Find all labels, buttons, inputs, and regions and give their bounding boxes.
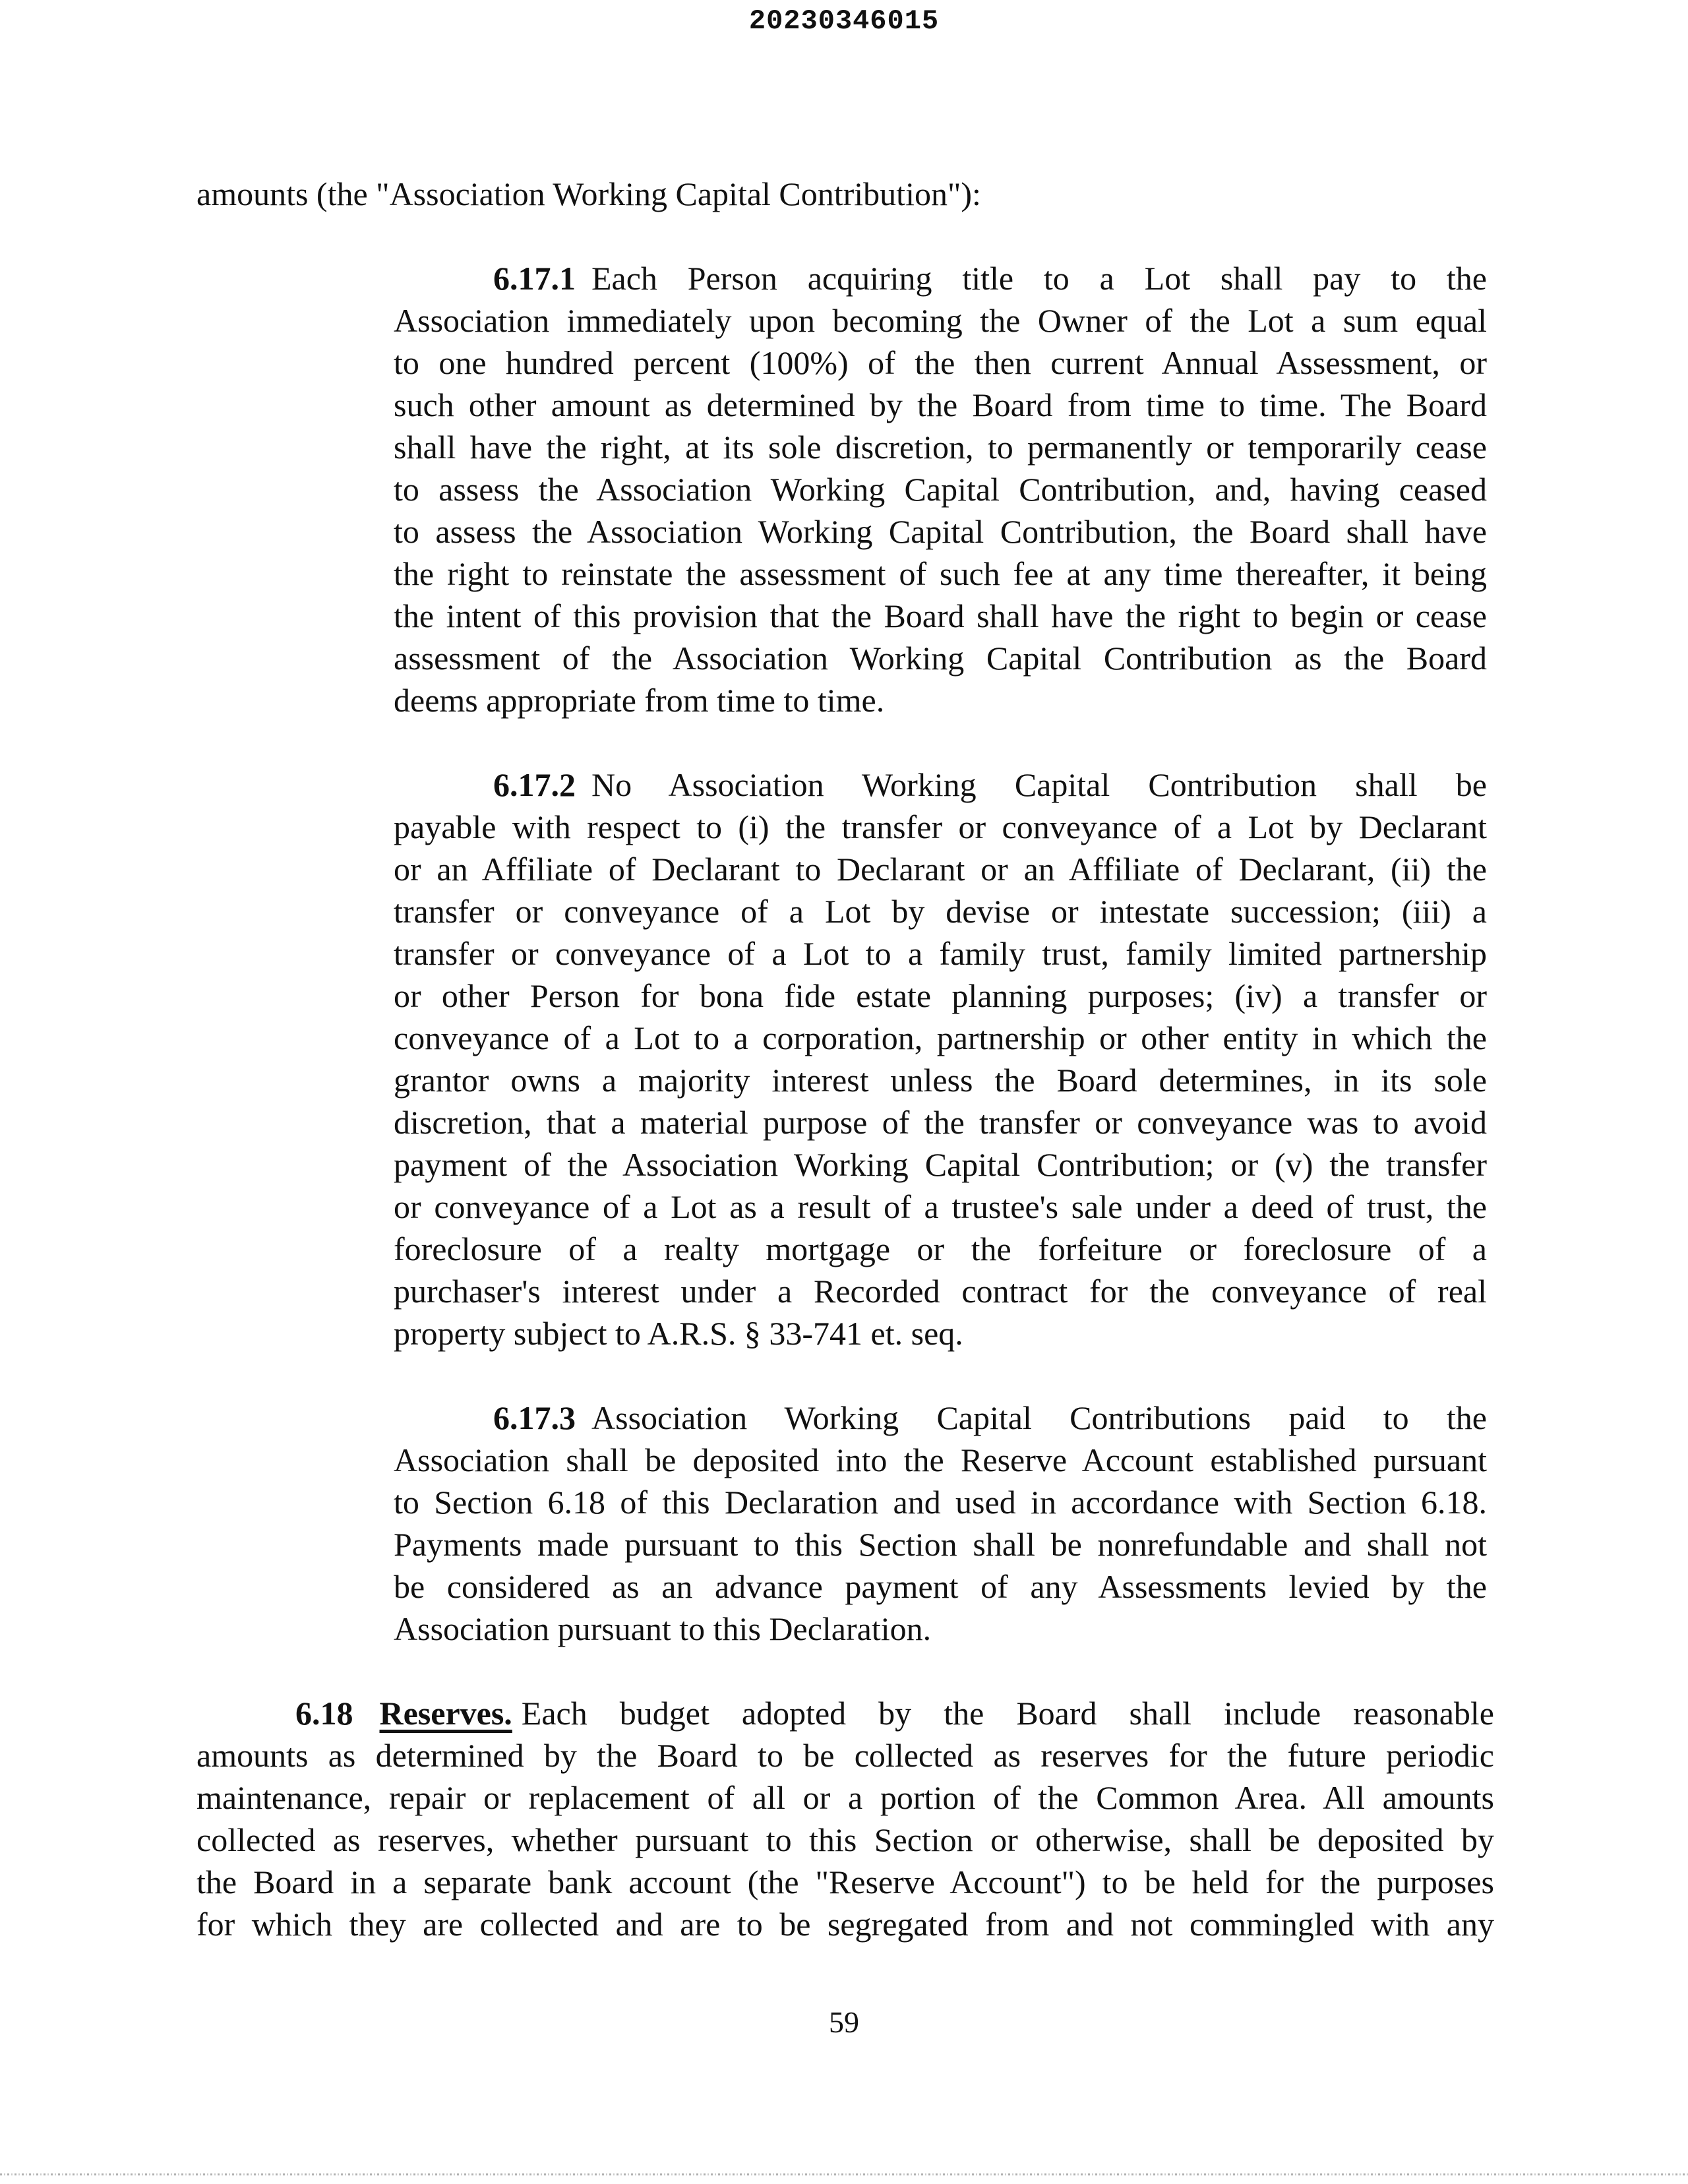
- section-6-17-3-line: Association shall be deposited into the Reserve Account established pursuant: [394, 1441, 1487, 1478]
- section-6-17-2-line: conveyance of a Lot to a corporation, partnership or other entity in which the: [394, 1019, 1487, 1056]
- page-number: 59: [829, 2005, 859, 2039]
- section-6-17-3-line: to Section 6.18 of this Declaration and used in accordance with Section 6.18.: [394, 1484, 1487, 1521]
- section-6-17-2-line: or an Affiliate of Declarant to Declarant or an Affiliate of Declarant, (ii) the: [394, 851, 1487, 888]
- section-text: No Association Working Capital Contribution shall be: [591, 766, 1487, 803]
- section-number: 6.17.1: [493, 260, 576, 297]
- section-number: 6.17.2: [493, 766, 576, 803]
- section-6-17-3-line: be considered as an advance payment of any Assessments levied by the: [394, 1568, 1487, 1605]
- section-number: 6.18: [295, 1695, 353, 1732]
- section-6-17-1-line: [493, 257, 1487, 299]
- section-6-17-1-line: assessment of the Association Working Capital Contribution as the Board: [394, 640, 1487, 677]
- section-6-17-2-line: purchaser's interest under a Recorded contract for the conveyance of real: [394, 1273, 1487, 1310]
- section-6-17-2-line: property subject to A.R.S. § 33-741 et. seq.: [394, 1315, 963, 1352]
- section-6-17-1-line: to assess the Association Working Capital Contribution, and, having ceased: [394, 471, 1487, 508]
- section-6-17-1-line: to assess the Association Working Capital Contribution, the Board shall have: [394, 513, 1487, 550]
- section-6-17-1-line: deems appropriate from time to time.: [394, 682, 885, 719]
- section-6-17-1-line: to one hundred percent (100%) of the then current Annual Assessment, or: [394, 344, 1487, 381]
- section-text: Association Working Capital Contributions paid to the: [591, 1399, 1487, 1436]
- section-6-17-2-line: payable with respect to (i) the transfer or conveyance of a Lot by Declarant: [394, 808, 1487, 845]
- section-6-17-2-line: transfer or conveyance of a Lot by devise or intestate succession; (iii) a: [394, 893, 1487, 930]
- section-title: Reserves.: [379, 1695, 512, 1732]
- recording-document-number: 20230346015: [748, 5, 940, 37]
- section-6-18-line: [295, 1692, 1494, 1734]
- section-6-17-1-line: the intent of this provision that the Board shall have the right to begin or cease: [394, 597, 1487, 634]
- section-6-17-1-line: such other amount as determined by the Board from time to time. The Board: [394, 386, 1487, 423]
- section-6-18-line: maintenance, repair or replacement of all or a portion of the Common Area. All amounts: [196, 1779, 1494, 1816]
- section-6-17-2-line: foreclosure of a realty mortgage or the forfeiture or foreclosure of a: [394, 1230, 1487, 1267]
- section-6-18-line: for which they are collected and are to be segregated from and not commingled with any: [196, 1906, 1494, 1943]
- section-6-18-line: collected as reserves, whether pursuant to this Section or otherwise, shall be deposited by: [196, 1821, 1494, 1858]
- section-6-17-1-line: Association immediately upon becoming the Owner of the Lot a sum equal: [394, 302, 1487, 339]
- section-6-17-2-line: payment of the Association Working Capital Contribution; or (v) the transfer: [394, 1146, 1487, 1183]
- section-text: Each budget adopted by the Board shall include reasonable: [521, 1695, 1494, 1732]
- intro-line: amounts (the "Association Working Capital Contribution"):: [196, 175, 981, 212]
- section-6-17-3-line: Association pursuant to this Declaration.: [394, 1610, 932, 1647]
- section-text: Each Person acquiring title to a Lot shall pay to the: [591, 260, 1487, 297]
- section-6-17-3-line: [493, 1397, 1487, 1439]
- section-6-17-2-line: discretion, that a material purpose of the transfer or conveyance was to avoid: [394, 1104, 1487, 1141]
- section-6-17-2-line: grantor owns a majority interest unless the Board determines, in its sole: [394, 1062, 1487, 1099]
- section-6-17-2-line: [493, 764, 1487, 806]
- section-6-17-1-line: shall have the right, at its sole discretion, to permanently or temporarily cease: [394, 429, 1487, 466]
- section-6-17-1-line: the right to reinstate the assessment of such fee at any time thereafter, it being: [394, 555, 1487, 592]
- scan-edge-divider: [0, 2173, 1688, 2175]
- section-6-17-3-line: Payments made pursuant to this Section shall be nonrefundable and shall not: [394, 1526, 1487, 1563]
- section-number: 6.17.3: [493, 1399, 576, 1436]
- section-6-18-line: the Board in a separate bank account (the "Reserve Account") to be held for the purposes: [196, 1864, 1494, 1900]
- section-6-18-line: amounts as determined by the Board to be collected as reserves for the future periodic: [196, 1737, 1494, 1774]
- section-6-17-2-line: transfer or conveyance of a Lot to a family trust, family limited partnership: [394, 935, 1487, 972]
- section-6-17-2-line: or conveyance of a Lot as a result of a trustee's sale under a deed of trust, the: [394, 1188, 1487, 1225]
- section-6-17-2-line: or other Person for bona fide estate planning purposes; (iv) a transfer or: [394, 977, 1487, 1014]
